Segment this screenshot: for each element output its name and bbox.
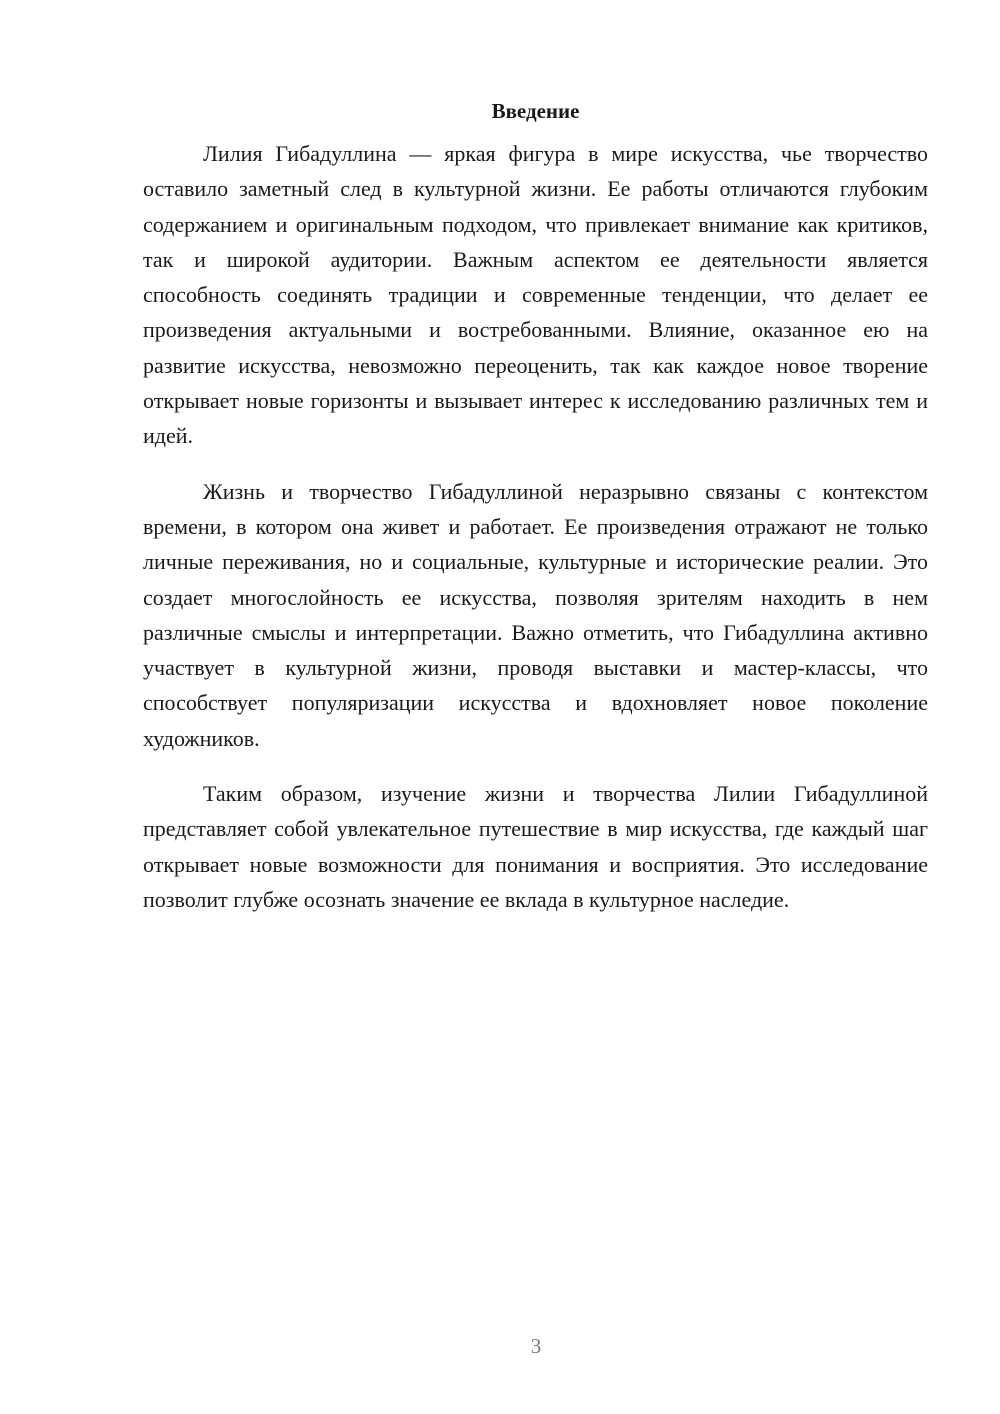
page-number: 3 bbox=[530, 1334, 542, 1358]
paragraph-1: Лилия Гибадуллина — яркая фигура в мире искусства, чье творчество оставило заметный след в культурной жизни. Ее работы отличаются глубоким содержанием и оригинальным подходом, что привлекает внимание как критиков, так и широкой аудитории. Важным аспектом ее деятельности является способность соединять традиции и современные тенденции, что делает ее произведения актуальными и востребованными. Влияние, оказанное ею на развитие искусства, невозможно переоценить, так как каждое новое творение открывает новые горизонты и вызывает интерес к исследованию различных тем и идей. bbox=[143, 141, 928, 449]
section-heading: Введение bbox=[491, 99, 580, 123]
paragraph-2: Жизнь и творчество Гибадуллиной неразрывно связаны с контекстом времени, в котором она живет и работает. Ее произведения отражают не только личные переживания, но и социальные, культурные и исторические реалии. Это создает многослойность ее искусства, позволяя зрителям находить в нем различные смыслы и интерпретации. Важно отметить, что Гибадуллина активно участвует в культурной жизни, проводя выставки и мастер-классы, что способствует популяризации искусства и вдохновляет новое поколение художников. bbox=[143, 478, 928, 751]
page-content bbox=[143, 98, 928, 937]
paragraph-3: Таким образом, изучение жизни и творчества Лилии Гибадуллиной представляет собой увлекательное путешествие в мир искусства, где каждый шаг открывает новые возможности для понимания и восприятия. Это исследование позволит глубже осознать значение ее вклада в культурное наследие. bbox=[143, 781, 928, 912]
